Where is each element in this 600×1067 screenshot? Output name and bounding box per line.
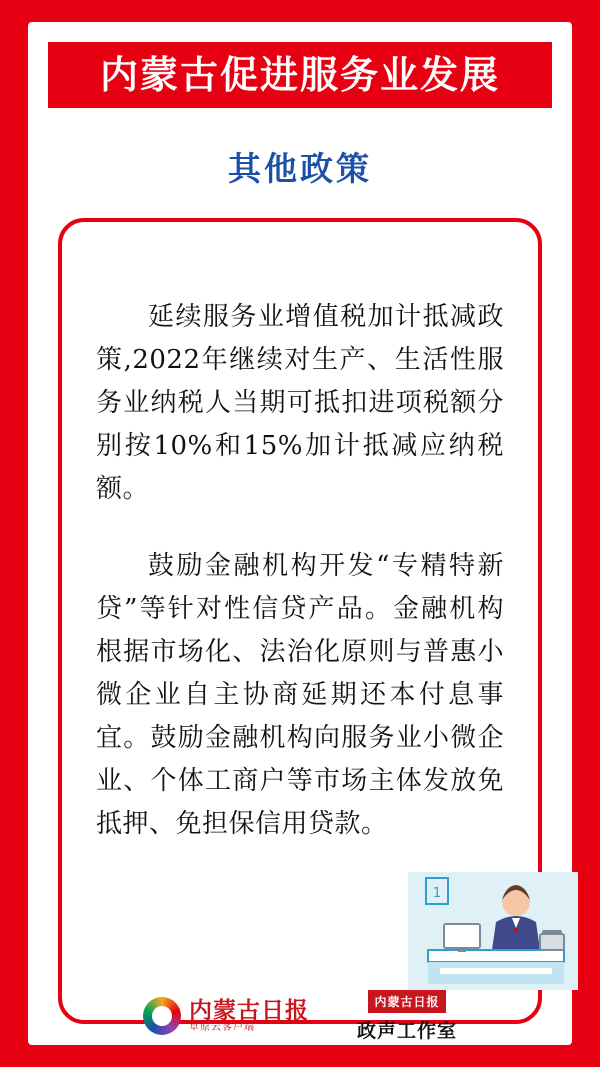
policy-paragraph-1: 延续服务业增值税加计抵减政策,2022年继续对生产、生活性服务业纳税人当期可抵扣进项税额分别按10%和15%加计抵减应纳税额。 — [96, 302, 504, 504]
service-desk-illustration — [408, 872, 578, 990]
title-banner — [48, 42, 552, 108]
svg-text:1: 1 — [432, 886, 442, 901]
page-title: 内蒙古促进服务业发展 — [99, 53, 500, 97]
policy-paragraph-2: 鼓励金融机构开发“专精特新贷”等针对性信贷产品。金融机构根据市场化、法治化原则与普惠小微企业自主协商延期还本付息事宜。鼓励金融机构向服务业小微企业、个体工商户等市场主体发放免抵押、免担保信用贷款。 — [96, 551, 504, 839]
newspaper-logo-name: 内蒙古日报 — [188, 997, 309, 1024]
rainbow-circle-logo-icon — [143, 997, 181, 1035]
page-subtitle: 其他政策 — [228, 149, 372, 188]
footer-logos — [0, 985, 600, 1047]
newspaper-logo-subtitle: 草原云客户端 — [188, 1021, 255, 1033]
newspaper-logo — [143, 997, 309, 1035]
studio-logo-name: 政声工作室 — [356, 1019, 457, 1042]
studio-logo-tag: 内蒙古日报 — [368, 990, 445, 1013]
studio-logo — [357, 990, 457, 1043]
